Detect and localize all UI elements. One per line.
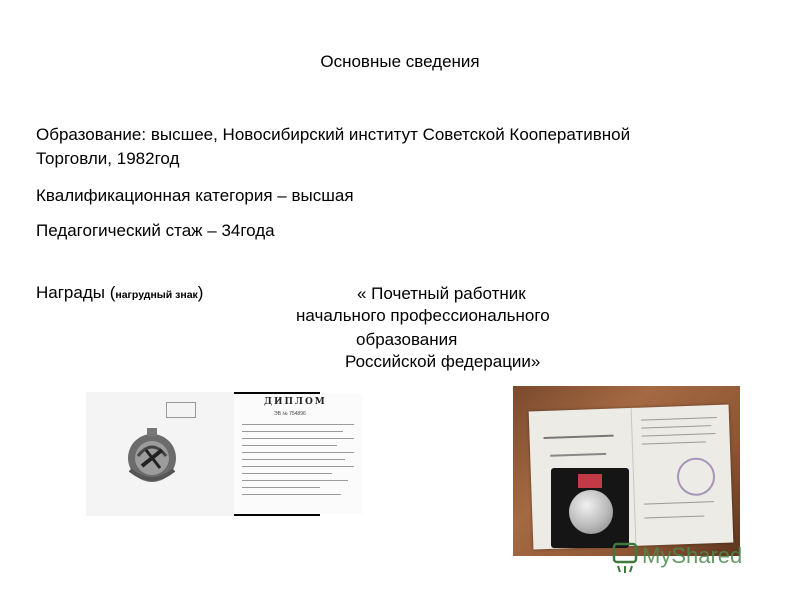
certificate-seal <box>676 457 715 496</box>
diploma-cover-page <box>86 392 234 516</box>
diploma-handwriting <box>242 424 354 501</box>
medal-certificate-photo <box>513 386 740 556</box>
experience-line: Педагогический стаж – 34года <box>36 221 275 240</box>
diploma-stamp <box>166 402 196 418</box>
award-name-line-1: « Почетный работник <box>357 284 526 303</box>
diploma-heading: ДИПЛОМ <box>264 397 327 407</box>
certificate-fold <box>631 408 637 546</box>
medal-ribbon <box>578 474 602 488</box>
svg-text:MyShared: MyShared <box>642 543 743 568</box>
education-line-1: Образование: высшее, Новосибирский институт Советской Кооперативной <box>36 125 631 144</box>
emblem-icon <box>116 420 188 492</box>
awards-label-end: ) <box>197 283 204 302</box>
education-line-2: Торговли, 1982год <box>36 149 180 168</box>
page-title: Основные сведения <box>320 52 480 71</box>
awards-label-small: нагрудный знак <box>115 289 198 301</box>
award-name-line-3: образования <box>356 330 458 349</box>
award-name-line-4: Российской федерации» <box>345 352 541 371</box>
diploma-number: ЭВ № 754896 <box>274 411 306 417</box>
awards-label-start: Награды ( <box>36 283 116 302</box>
awards-label <box>36 283 203 303</box>
medal-icon <box>569 490 613 534</box>
watermark-logo <box>612 536 772 576</box>
diploma-text-page <box>234 394 362 514</box>
award-name-line-2: начального профессионального <box>296 306 550 325</box>
qualification-line: Квалификационная категория – высшая <box>36 186 354 205</box>
diploma-photo <box>86 392 362 516</box>
